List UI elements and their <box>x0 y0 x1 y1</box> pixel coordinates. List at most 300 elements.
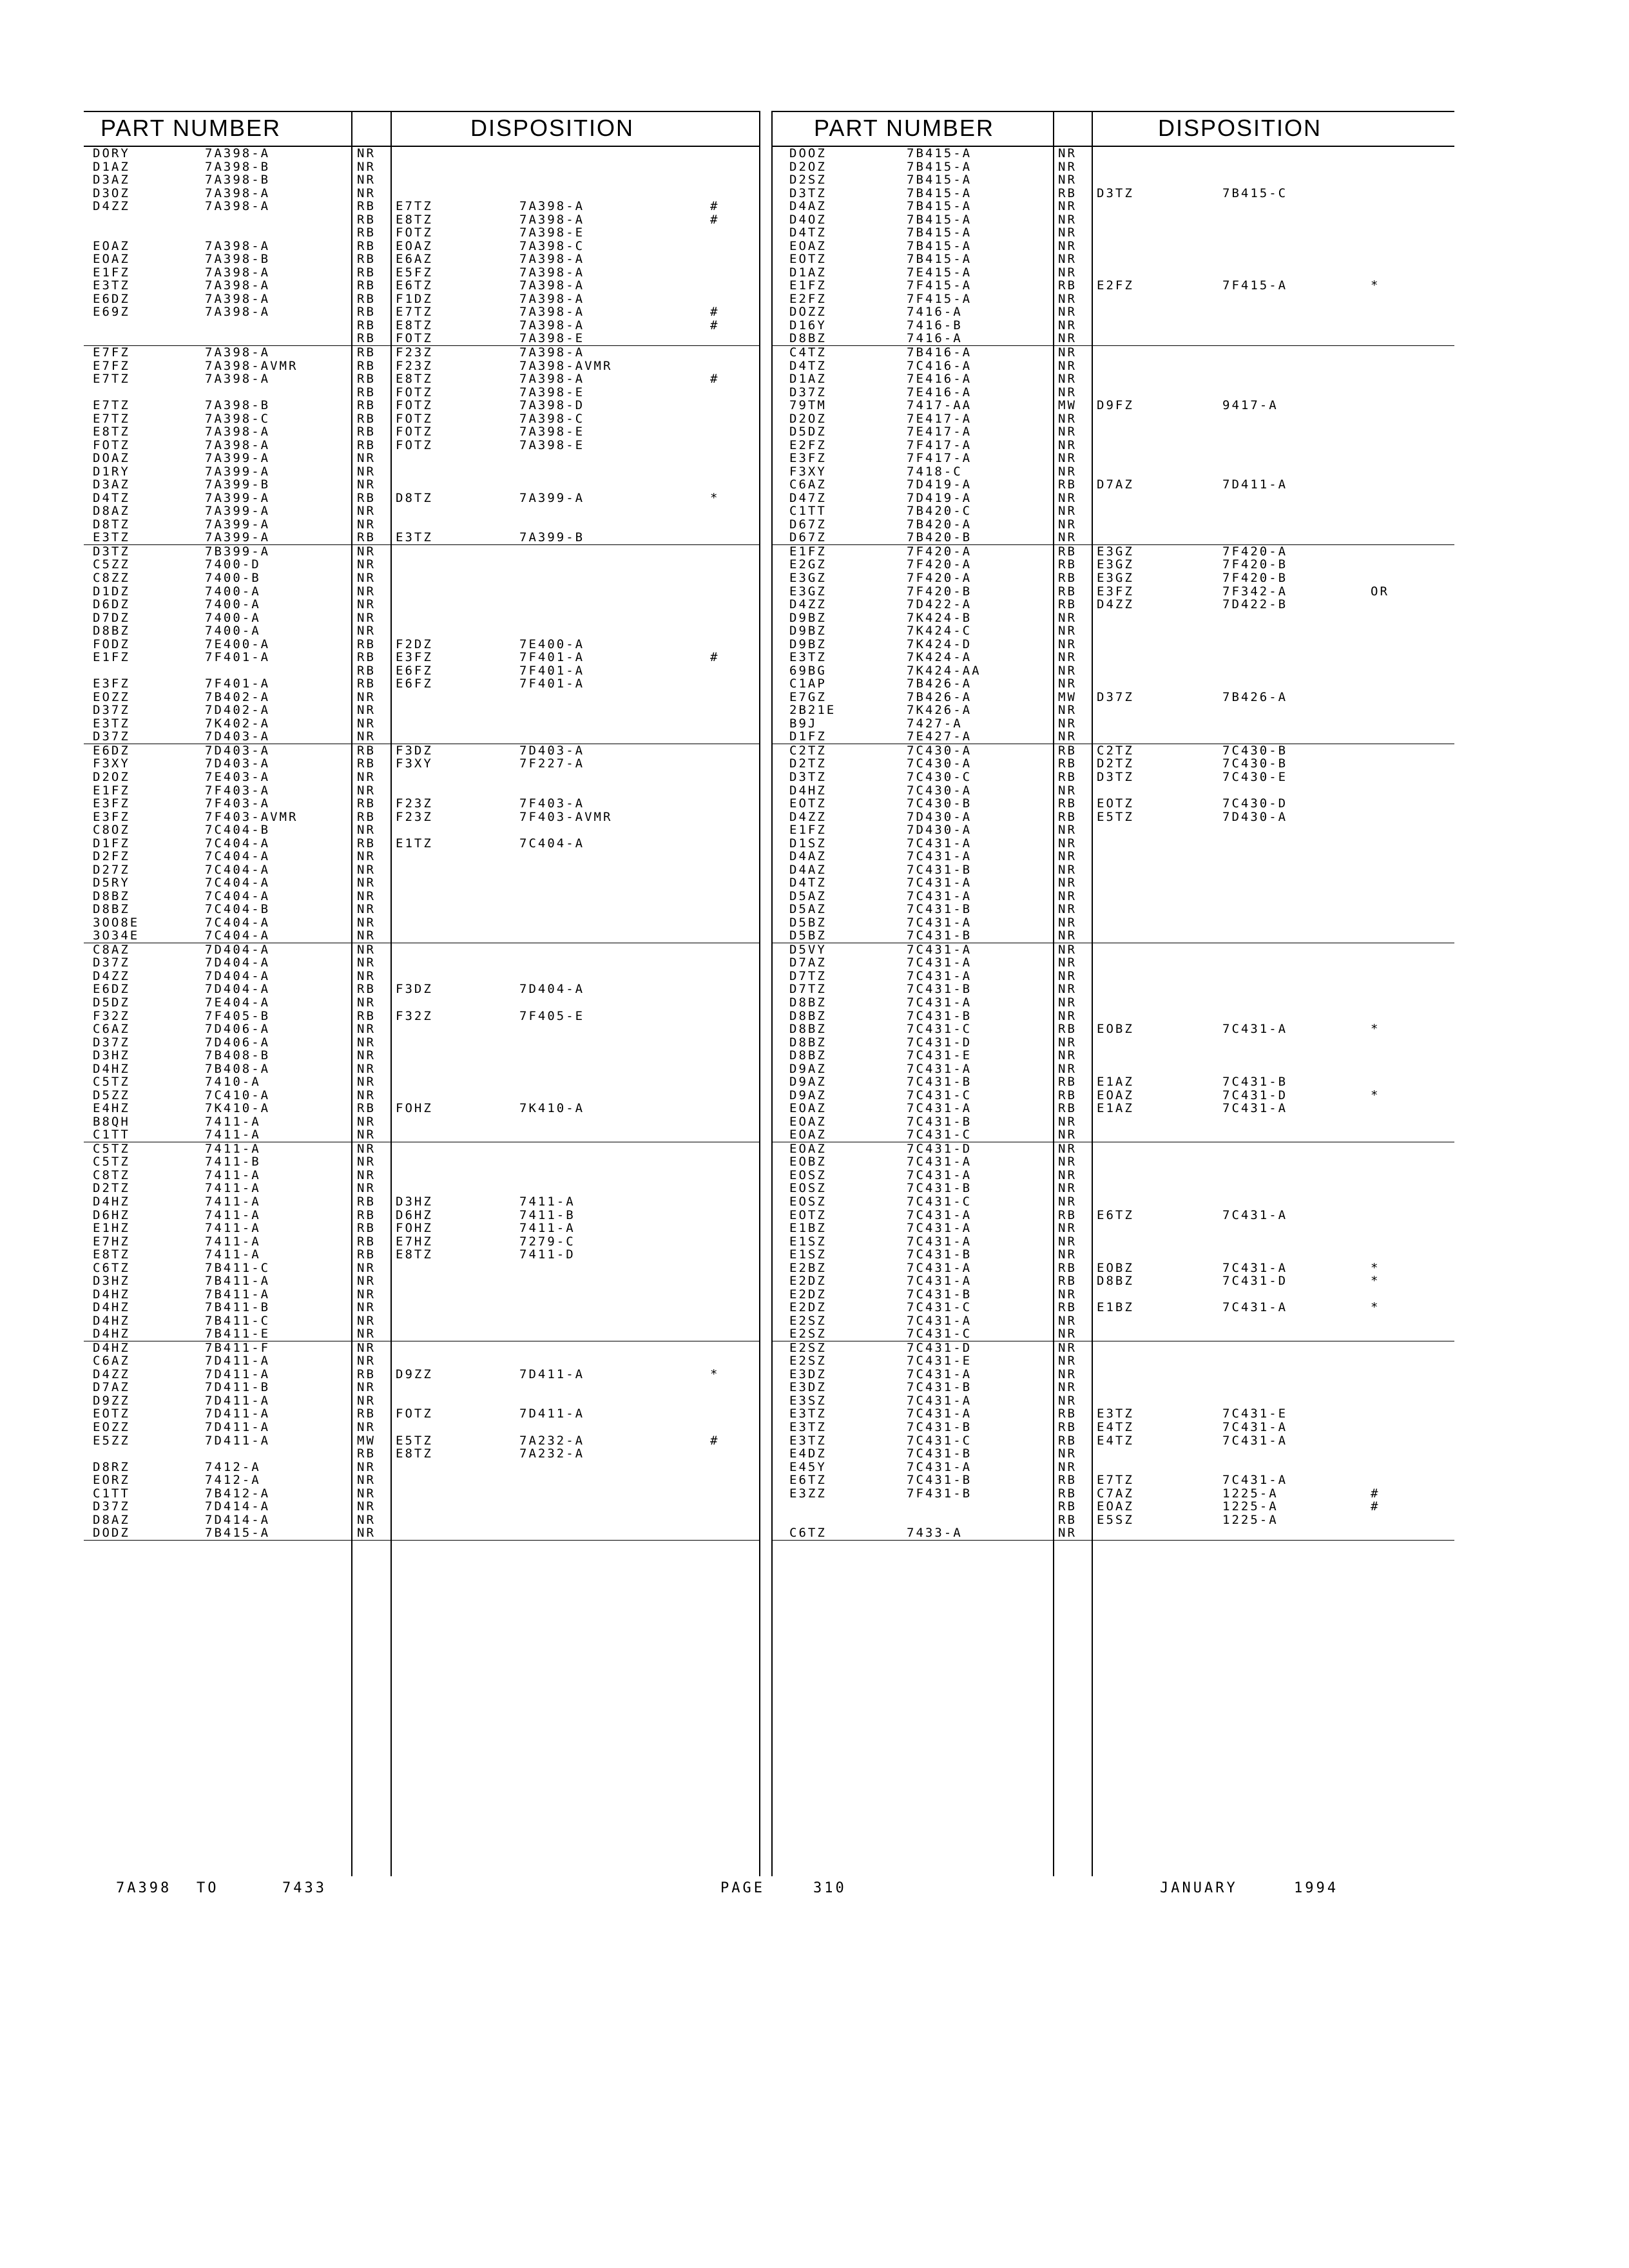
part-prefix: D8BZ <box>93 889 130 903</box>
part-number: 7K424-D <box>907 637 972 651</box>
part-number: 7412-A <box>205 1459 261 1474</box>
table-row <box>84 1089 760 1102</box>
table-row <box>84 1368 760 1381</box>
part-number: 7A399-A <box>205 490 271 505</box>
disposition-code: NR <box>357 928 376 943</box>
disposition-code: RB <box>1058 1274 1077 1289</box>
disposition-code: RB <box>357 1221 376 1236</box>
part-number: 7A398-A <box>205 278 271 293</box>
replacement-prefix: EOBZ <box>1097 1260 1134 1275</box>
disposition-code: NR <box>357 1327 376 1341</box>
part-prefix: E3ZZ <box>789 1486 827 1501</box>
part-prefix: D4ZZ <box>93 199 130 214</box>
disposition-code: NR <box>357 1141 376 1156</box>
replacement-number: 7A398-D <box>519 398 585 413</box>
part-prefix: C5TZ <box>93 1075 130 1090</box>
disposition-code: NR <box>1058 517 1077 532</box>
disposition-code: RB <box>1058 809 1077 824</box>
replacement-prefix: E5TZ <box>396 1433 433 1448</box>
table-row <box>84 1195 760 1209</box>
replacement-prefix: E3GZ <box>1097 571 1134 585</box>
disposition-code: NR <box>1058 252 1077 267</box>
part-number: 7C431-A <box>907 915 972 930</box>
disposition-code: RB <box>357 265 376 280</box>
part-number: 7411-A <box>205 1168 261 1182</box>
part-number: 7B411-C <box>205 1260 271 1275</box>
part-number: 7C431-A <box>907 1459 972 1474</box>
table-row <box>771 346 1454 360</box>
disposition-code: NR <box>1058 823 1077 838</box>
part-number: 7C404-A <box>205 889 271 903</box>
table-row <box>84 1049 760 1062</box>
part-number: 7B399-A <box>205 544 271 559</box>
part-prefix: D4OZ <box>789 212 827 227</box>
part-number: 7A398-A <box>205 238 271 253</box>
table-row <box>84 240 760 253</box>
part-prefix: E3TZ <box>93 278 130 293</box>
disposition-code: NR <box>1058 942 1077 957</box>
replacement-number: 7A398-A <box>519 278 585 293</box>
remark-mark: * <box>1371 1274 1380 1289</box>
disposition-code: NR <box>1058 677 1077 691</box>
table-row <box>771 319 1454 332</box>
replacement-number: 7411-A <box>519 1194 575 1209</box>
table-row <box>771 1314 1454 1328</box>
replacement-prefix: EOBZ <box>1097 1022 1134 1037</box>
footer-range-from: 7A398 <box>116 1880 172 1896</box>
part-number: 7A398-AVMR <box>205 358 298 373</box>
table-row <box>771 1368 1454 1381</box>
replacement-prefix: D4ZZ <box>1097 597 1134 612</box>
table-row <box>84 1102 760 1115</box>
part-number: 7411-A <box>205 1194 261 1209</box>
part-prefix: E2SZ <box>789 1327 827 1341</box>
part-number: 7C431-B <box>907 862 972 877</box>
disposition-code: RB <box>357 318 376 332</box>
replacement-prefix: FOTZ <box>396 398 433 413</box>
part-prefix: B8QH <box>93 1114 130 1129</box>
replacement-number: 9417-A <box>1222 398 1278 413</box>
replacement-prefix: FOTZ <box>396 226 433 240</box>
table-row <box>84 1526 760 1541</box>
replacement-number: 7E400-A <box>519 637 585 651</box>
part-prefix: EOAZ <box>789 1141 827 1156</box>
part-prefix: D4HZ <box>93 1313 130 1328</box>
part-prefix: D47Z <box>789 490 827 505</box>
disposition-code: NR <box>1058 425 1077 439</box>
table-row <box>771 1474 1454 1487</box>
disposition-code: RB <box>1058 1407 1077 1421</box>
replacement-number: 7A398-AVMR <box>519 358 613 373</box>
part-number: 7C431-D <box>907 1035 972 1050</box>
part-number: 7A398-A <box>205 372 271 387</box>
table-row <box>84 200 760 213</box>
replacement-prefix: FOHZ <box>396 1221 433 1236</box>
part-number: 7F405-B <box>205 1008 271 1023</box>
disposition-code: RB <box>1058 278 1077 293</box>
part-prefix: E3DZ <box>789 1367 827 1381</box>
disposition-code: RB <box>357 796 376 811</box>
table-row <box>84 1115 760 1129</box>
part-prefix: E1FZ <box>789 823 827 838</box>
part-number: 7B415-A <box>907 212 972 227</box>
table-row <box>771 518 1454 532</box>
table-row <box>771 704 1454 717</box>
disposition-code: NR <box>1058 331 1077 346</box>
part-number: 7B411-B <box>205 1300 271 1315</box>
disposition-code: NR <box>1058 159 1077 174</box>
part-number: 7411-A <box>205 1247 261 1262</box>
part-prefix: D7AZ <box>93 1380 130 1395</box>
table-row <box>84 1461 760 1474</box>
table-row <box>84 1434 760 1448</box>
disposition-code: NR <box>1058 146 1077 160</box>
table-row <box>771 943 1454 957</box>
table-row <box>771 173 1454 187</box>
disposition-code: NR <box>357 1061 376 1076</box>
disposition-code: RB <box>357 836 376 850</box>
disposition-code: NR <box>1058 876 1077 890</box>
part-prefix: EOTZ <box>93 1407 130 1421</box>
part-number: 7C404-A <box>205 849 271 864</box>
left-table <box>84 111 760 1541</box>
disposition-code: RB <box>357 809 376 824</box>
remark-mark: # <box>710 212 720 227</box>
table-row <box>84 638 760 651</box>
table-row <box>771 305 1454 319</box>
part-number: 7E427-A <box>907 729 972 744</box>
part-prefix: EORZ <box>93 1473 130 1488</box>
table-row <box>771 624 1454 638</box>
table-row <box>771 956 1454 970</box>
replacement-prefix: E5FZ <box>396 265 433 280</box>
disposition-code: NR <box>357 769 376 784</box>
remark-mark: # <box>1371 1486 1380 1501</box>
part-number-header: PART NUMBER <box>101 115 282 141</box>
disposition-code: NR <box>357 517 376 532</box>
disposition-code: NR <box>1058 716 1077 731</box>
replacement-number: 7A398-C <box>519 238 585 253</box>
part-prefix: C6AZ <box>93 1022 130 1037</box>
remark-mark: # <box>710 1433 720 1448</box>
disposition-code: NR <box>1058 1155 1077 1169</box>
part-prefix: E6DZ <box>93 291 130 306</box>
remark-mark: # <box>1371 1499 1380 1514</box>
part-number: 7B415-A <box>907 159 972 174</box>
part-number: 7D414-A <box>205 1512 271 1527</box>
table-row <box>84 266 760 280</box>
part-number: 7A398-A <box>205 291 271 306</box>
table-row <box>84 585 760 599</box>
disposition-code: RB <box>357 331 376 346</box>
part-prefix: D4ZZ <box>789 809 827 824</box>
part-prefix: D8BZ <box>789 331 827 346</box>
part-number: 7411-A <box>205 1221 261 1236</box>
table-row <box>771 372 1454 386</box>
table-row <box>771 1209 1454 1222</box>
disposition-code: NR <box>357 1168 376 1182</box>
disposition-code: NR <box>357 624 376 639</box>
part-number: 7D411-A <box>205 1367 271 1381</box>
disposition-code: RB <box>357 530 376 545</box>
part-number: 7D411-A <box>205 1433 271 1448</box>
part-prefix: FODZ <box>93 637 130 651</box>
replacement-number: 7A398-A <box>519 318 585 332</box>
disposition-code: RB <box>1058 769 1077 784</box>
part-number: 7B420-A <box>907 517 972 532</box>
part-number: 7C416-A <box>907 358 972 373</box>
disposition-code: NR <box>1058 345 1077 360</box>
table-row <box>771 784 1454 798</box>
disposition-code: NR <box>1058 305 1077 320</box>
table-row <box>771 465 1454 479</box>
table-row <box>84 651 760 664</box>
disposition-code: RB <box>1058 1022 1077 1037</box>
part-number: 7B415-A <box>907 199 972 214</box>
part-prefix: D8AZ <box>93 1512 130 1527</box>
table-row <box>771 293 1454 306</box>
table-row <box>84 1354 760 1368</box>
part-prefix: E8TZ <box>93 1247 130 1262</box>
table-row <box>84 147 760 160</box>
part-number: 7F420-A <box>907 571 972 585</box>
table-row <box>84 1128 760 1142</box>
replacement-number: 7C430-B <box>1222 756 1288 771</box>
part-prefix: C8TZ <box>93 1168 130 1182</box>
part-prefix: C5TZ <box>93 1141 130 1156</box>
disposition-code: NR <box>1058 915 1077 930</box>
remark-mark: # <box>710 372 720 387</box>
disposition-code: RB <box>357 238 376 253</box>
part-prefix: D1AZ <box>789 372 827 387</box>
part-prefix: E5ZZ <box>93 1433 130 1448</box>
part-prefix: D37Z <box>789 385 827 399</box>
disposition-code: NR <box>357 584 376 599</box>
part-prefix: D9BZ <box>789 637 827 651</box>
part-prefix: D3HZ <box>93 1048 130 1063</box>
part-number: 7416-A <box>907 305 963 320</box>
disposition-code: NR <box>1058 729 1077 744</box>
part-prefix: D9BZ <box>789 624 827 639</box>
part-prefix: D3TZ <box>93 544 130 559</box>
part-number: 7C431-B <box>907 1473 972 1488</box>
part-prefix: EOSZ <box>789 1168 827 1182</box>
part-number: 7D419-A <box>907 477 972 492</box>
table-row <box>771 1023 1454 1036</box>
part-number: 7411-A <box>205 1181 261 1196</box>
disposition-code: NR <box>1058 212 1077 227</box>
disposition-code: NR <box>1058 1459 1077 1474</box>
part-number: 7433-A <box>907 1526 963 1541</box>
replacement-number: 7C431-A <box>1222 1022 1288 1037</box>
replacement-prefix: E1BZ <box>1097 1300 1134 1315</box>
footer-page-label: PAGE <box>720 1880 765 1896</box>
part-prefix: D3OZ <box>93 186 130 200</box>
replacement-prefix: D3TZ <box>1097 186 1134 200</box>
part-prefix: D1AZ <box>789 265 827 280</box>
part-prefix: D4HZ <box>93 1300 130 1315</box>
table-row <box>84 478 760 492</box>
disposition-code: NR <box>357 504 376 519</box>
disposition-code: NR <box>1058 1313 1077 1328</box>
table-row <box>84 876 760 890</box>
replacement-number: 7A398-A <box>519 305 585 320</box>
part-prefix: C5TZ <box>93 1155 130 1169</box>
replacement-number: 7D411-A <box>519 1367 585 1381</box>
part-number: 7427-A <box>907 716 963 731</box>
table-row <box>84 1169 760 1182</box>
replacement-prefix: E6TZ <box>396 278 433 293</box>
disposition-code: NR <box>1058 1393 1077 1408</box>
table-row <box>84 863 760 877</box>
table-row <box>84 531 760 545</box>
part-prefix: E1SZ <box>789 1234 827 1249</box>
disposition-code: RB <box>357 756 376 771</box>
table-row <box>771 611 1454 625</box>
part-number: 7C431-A <box>907 876 972 890</box>
disposition-code: NR <box>357 464 376 479</box>
part-prefix: D4TZ <box>93 490 130 505</box>
table-row <box>84 319 760 332</box>
part-number: 7K424-AA <box>907 663 981 678</box>
replacement-number: 7A232-A <box>519 1433 585 1448</box>
part-number: 7A399-A <box>205 504 271 519</box>
disposition-code: RB <box>357 358 376 373</box>
part-number: 7C431-B <box>907 928 972 943</box>
table-row <box>84 1155 760 1169</box>
table-row <box>84 943 760 957</box>
replacement-prefix: F23Z <box>396 358 433 373</box>
part-number: 7416-B <box>907 318 963 332</box>
replacement-number: 7C431-D <box>1222 1088 1288 1102</box>
replacement-number: 7A398-A <box>519 265 585 280</box>
part-number: 7C430-A <box>907 756 972 771</box>
table-row <box>84 1314 760 1328</box>
table-row <box>771 1049 1454 1062</box>
replacement-number: 7A398-E <box>519 385 585 399</box>
part-number: 7D404-A <box>205 942 271 957</box>
table-row <box>84 558 760 572</box>
table-row <box>771 1075 1454 1089</box>
disposition-code: RB <box>1058 1420 1077 1434</box>
disposition-code: NR <box>357 1354 376 1369</box>
part-number: 7C431-B <box>907 982 972 997</box>
part-number: 7B411-E <box>205 1327 271 1341</box>
part-prefix: E1FZ <box>93 265 130 280</box>
disposition-code: NR <box>357 716 376 731</box>
part-prefix: C1AP <box>789 677 827 691</box>
part-number: 7D422-A <box>907 597 972 612</box>
disposition-code: RB <box>357 398 376 413</box>
part-prefix: FOTZ <box>93 437 130 452</box>
table-row <box>771 903 1454 916</box>
replacement-prefix: F3DZ <box>396 982 433 997</box>
part-prefix: E7TZ <box>93 372 130 387</box>
part-prefix: D4AZ <box>789 849 827 864</box>
part-number: 7E416-A <box>907 372 972 387</box>
replacement-number: 7A399-A <box>519 490 585 505</box>
disposition-code: NR <box>1058 637 1077 651</box>
part-prefix: E1FZ <box>789 544 827 559</box>
remark-mark: # <box>710 199 720 214</box>
part-number: 7B402-A <box>205 689 271 704</box>
replacement-prefix: D6HZ <box>396 1207 433 1222</box>
table-row <box>771 983 1454 996</box>
replacement-prefix: E3TZ <box>396 530 433 545</box>
replacement-prefix: E8TZ <box>396 1446 433 1461</box>
part-number: 7C431-E <box>907 1048 972 1063</box>
replacement-number: 7C431-A <box>1222 1260 1288 1275</box>
part-number: 7D402-A <box>205 703 271 718</box>
replacement-number: 7F401-A <box>519 650 585 665</box>
disposition-code: NR <box>1058 902 1077 917</box>
replacement-number: 7B415-C <box>1222 186 1288 200</box>
part-number: 7C431-A <box>907 1101 972 1116</box>
part-number: 7C431-A <box>907 942 972 957</box>
part-number: 7D430-A <box>907 823 972 838</box>
disposition-code: RB <box>357 1008 376 1023</box>
part-prefix: F3XY <box>789 464 827 479</box>
part-prefix: D3AZ <box>93 477 130 492</box>
disposition-code: NR <box>357 1114 376 1129</box>
part-prefix: E1FZ <box>93 650 130 665</box>
disposition-code: NR <box>357 729 376 744</box>
part-prefix: D8BZ <box>789 1008 827 1023</box>
table-row <box>771 360 1454 373</box>
part-prefix: DORY <box>93 146 130 160</box>
part-number: 7C431-A <box>907 956 972 970</box>
part-prefix: EOZZ <box>93 689 130 704</box>
part-prefix: EOZZ <box>93 1420 130 1434</box>
table-row <box>84 279 760 293</box>
part-prefix: F32Z <box>93 1008 130 1023</box>
replacement-prefix: FOTZ <box>396 411 433 426</box>
disposition-code: RB <box>357 1101 376 1116</box>
table-row <box>84 1010 760 1023</box>
replacement-prefix: E4TZ <box>1097 1420 1134 1434</box>
part-number: 7C431-B <box>907 1287 972 1302</box>
disposition-code: NR <box>357 1473 376 1488</box>
part-prefix: E3TZ <box>789 1420 827 1434</box>
part-prefix: EOBZ <box>789 1155 827 1169</box>
part-number: 7411-A <box>205 1207 261 1222</box>
table-row <box>771 1341 1454 1355</box>
table-row <box>771 240 1454 253</box>
table-row <box>771 1447 1454 1461</box>
part-number: 7F403-A <box>205 783 271 798</box>
part-number: 7400-A <box>205 610 261 625</box>
table-row <box>771 811 1454 824</box>
part-number: 7418-C <box>907 464 963 479</box>
part-number: 7C431-E <box>907 1354 972 1369</box>
part-number: 7C431-B <box>907 1075 972 1090</box>
table-row <box>84 983 760 996</box>
disposition-code: NR <box>357 1022 376 1037</box>
part-number: 7C404-A <box>205 928 271 943</box>
replacement-prefix: D8BZ <box>1097 1274 1134 1289</box>
table-row <box>771 399 1454 412</box>
disposition-code: NR <box>357 1313 376 1328</box>
part-prefix: E1FZ <box>93 783 130 798</box>
part-prefix: D5AZ <box>789 889 827 903</box>
replacement-prefix: F1DZ <box>396 291 433 306</box>
part-number: 7A399-B <box>205 477 271 492</box>
table-row <box>84 704 760 717</box>
right-table-header <box>771 111 1454 147</box>
remark-mark: * <box>710 1367 720 1381</box>
replacement-number: 7A398-E <box>519 425 585 439</box>
replacement-prefix: C7AZ <box>1097 1486 1134 1501</box>
